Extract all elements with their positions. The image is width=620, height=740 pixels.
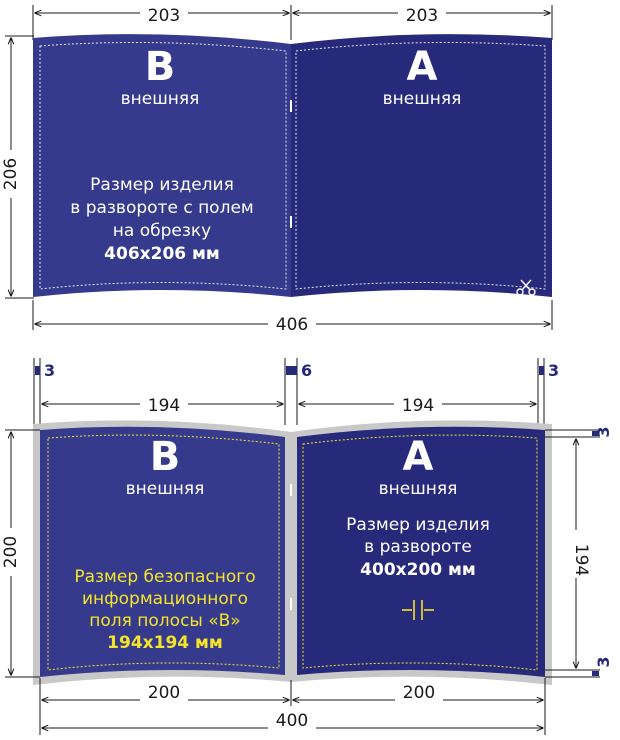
dim-label-total-width: 406 — [275, 315, 309, 335]
safe-info-line: Размер безопасного — [74, 567, 256, 587]
info-line: Размер изделия — [346, 515, 490, 535]
page-letter-a: A — [402, 434, 434, 480]
info-line: в развороте — [364, 537, 472, 557]
page-side-label-b: внешняя — [120, 89, 200, 109]
safe-info-size: 194x194 мм — [107, 633, 223, 653]
bleed-marker — [539, 366, 544, 375]
safe-info-line: информационного — [81, 589, 249, 609]
safe-info-line: поля полосы «В» — [89, 611, 241, 631]
info-line: в развороте с полем — [70, 198, 254, 218]
page-letter-b: B — [149, 434, 181, 480]
info-size: 406x206 мм — [104, 244, 220, 264]
dim-label-right-page: 200 — [402, 683, 436, 703]
info-size: 400x200 мм — [360, 560, 476, 580]
dim-label-left-width: 203 — [147, 6, 181, 26]
bottom-diagram — [1, 358, 613, 735]
page-letter-b: B — [144, 44, 176, 90]
bleed-left-label: 3 — [44, 361, 56, 380]
dim-label-total-width: 400 — [275, 711, 309, 731]
bleed-top-right-label: 3 — [594, 426, 613, 438]
info-line: Размер изделия — [90, 175, 234, 195]
bleed-middle-label: 6 — [301, 361, 313, 380]
bleed-bottom-right-label: 3 — [594, 656, 613, 668]
top-diagram — [1, 5, 552, 335]
dim-label-left-page: 200 — [147, 683, 181, 703]
dim-label-right-width: 203 — [405, 6, 439, 26]
page-side-label-b: внешняя — [125, 479, 205, 499]
page-side-label-a: внешняя — [382, 89, 462, 109]
page-letter-a: A — [406, 44, 438, 90]
dim-label-height-safe: 194 — [571, 543, 591, 577]
info-line: на обрезку — [112, 221, 212, 241]
bleed-right-label: 3 — [548, 361, 560, 380]
bleed-marker — [35, 366, 40, 375]
dim-label-height: 200 — [1, 535, 21, 569]
bleed-marker — [592, 671, 599, 676]
dim-label-height: 206 — [1, 157, 21, 191]
bleed-marker — [286, 366, 297, 375]
page-side-label-a: внешняя — [378, 479, 458, 499]
dim-label-left-safe: 194 — [147, 396, 181, 416]
dim-label-right-safe: 194 — [401, 396, 435, 416]
